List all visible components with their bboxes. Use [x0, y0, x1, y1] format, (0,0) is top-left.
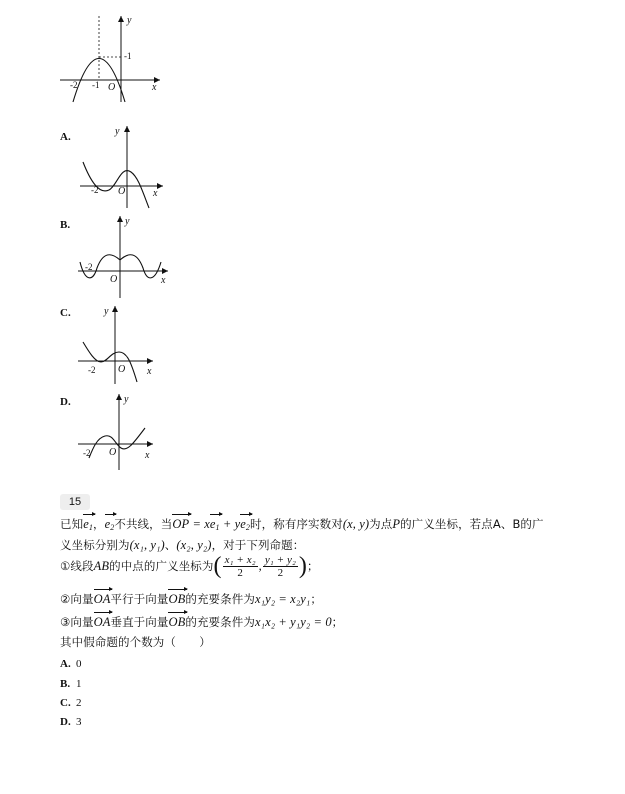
option-c-x-label: x — [147, 366, 152, 377]
option-a-x-label: x — [153, 188, 158, 199]
option-a-origin: O — [118, 186, 126, 197]
fraction-x: $\frac{\text{x₁ + x₂}}{2}$ — [224, 554, 256, 579]
option-d-origin: O — [109, 447, 117, 458]
choice-b[interactable]: B. 1 — [60, 678, 82, 690]
question-line-1: 已知$e_1$，$e_2$不共线，当OP = $xe_1 + ye_2$时，称有序实数对(x, y)为点P的广义坐标，若点A、B的广 — [60, 517, 544, 532]
choice-c[interactable]: C. 2 — [60, 697, 82, 709]
choice-d[interactable]: D. 3 — [60, 716, 82, 728]
stem-tick-neg1: -1 — [92, 80, 100, 90]
fraction-y: $\frac{\text{y₁ + y₂}}{2}$ — [264, 554, 296, 579]
option-c-graph[interactable] — [75, 300, 170, 385]
option-b-origin: O — [110, 274, 118, 285]
option-a-letter: A. — [60, 131, 71, 143]
question-ask: 其中假命题的个数为（ ） — [60, 635, 211, 649]
option-b-tick: -2 — [85, 262, 93, 272]
option-b-y-label: y — [125, 216, 130, 227]
option-c-tick: -2 — [88, 365, 96, 375]
option-c-letter: C. — [60, 307, 71, 319]
option-d-x-label: x — [145, 450, 150, 461]
option-a-y-label: y — [115, 126, 120, 137]
vector-e2: $e_2$ — [104, 517, 115, 532]
option-b-letter: B. — [60, 219, 71, 231]
statement-3: ③向量OA垂直于向量OB的充要条件为x₁x₂ + y₁y₂ = 0； — [60, 615, 344, 629]
option-d-graph[interactable] — [75, 388, 170, 473]
choice-a[interactable]: A. 0 — [60, 658, 82, 670]
option-c-y-label: y — [104, 306, 109, 317]
option-b-graph[interactable] — [75, 210, 175, 300]
question-line-2: 义坐标分别为(x₁, y₁)、(x₂, y₂)，对于下列命题： — [60, 538, 305, 552]
statement-2: ②向量OA平行于向量OB的充要条件为x₁y₂ = x₂y₁； — [60, 592, 322, 606]
stem-x-label: x — [152, 82, 157, 93]
statement-1: ①线段AB的中点的广义坐标为( $\frac{\text{x₁ + x₂}}{2}$ , $\frac{\text{y₁ + y₂}}{2}$ )； — [60, 553, 319, 579]
option-d-tick: -2 — [83, 448, 91, 458]
stem-origin: O — [108, 82, 116, 93]
option-b-x-label: x — [161, 275, 166, 286]
vector-op: OP — [172, 517, 190, 531]
question-number-badge: 15 — [60, 494, 90, 510]
vector-e1: $e_1$ — [83, 517, 93, 532]
option-a-tick: -2 — [91, 185, 99, 195]
stem-tick-neg2: -2 — [70, 80, 78, 90]
stem-graph — [55, 10, 170, 105]
stem-y-label: y — [127, 15, 132, 26]
option-a-graph[interactable] — [75, 120, 170, 210]
option-c-origin: O — [118, 364, 126, 375]
option-d-y-label: y — [124, 394, 129, 405]
stem-tick-y: -1 — [124, 51, 132, 61]
option-d-letter: D. — [60, 396, 71, 408]
